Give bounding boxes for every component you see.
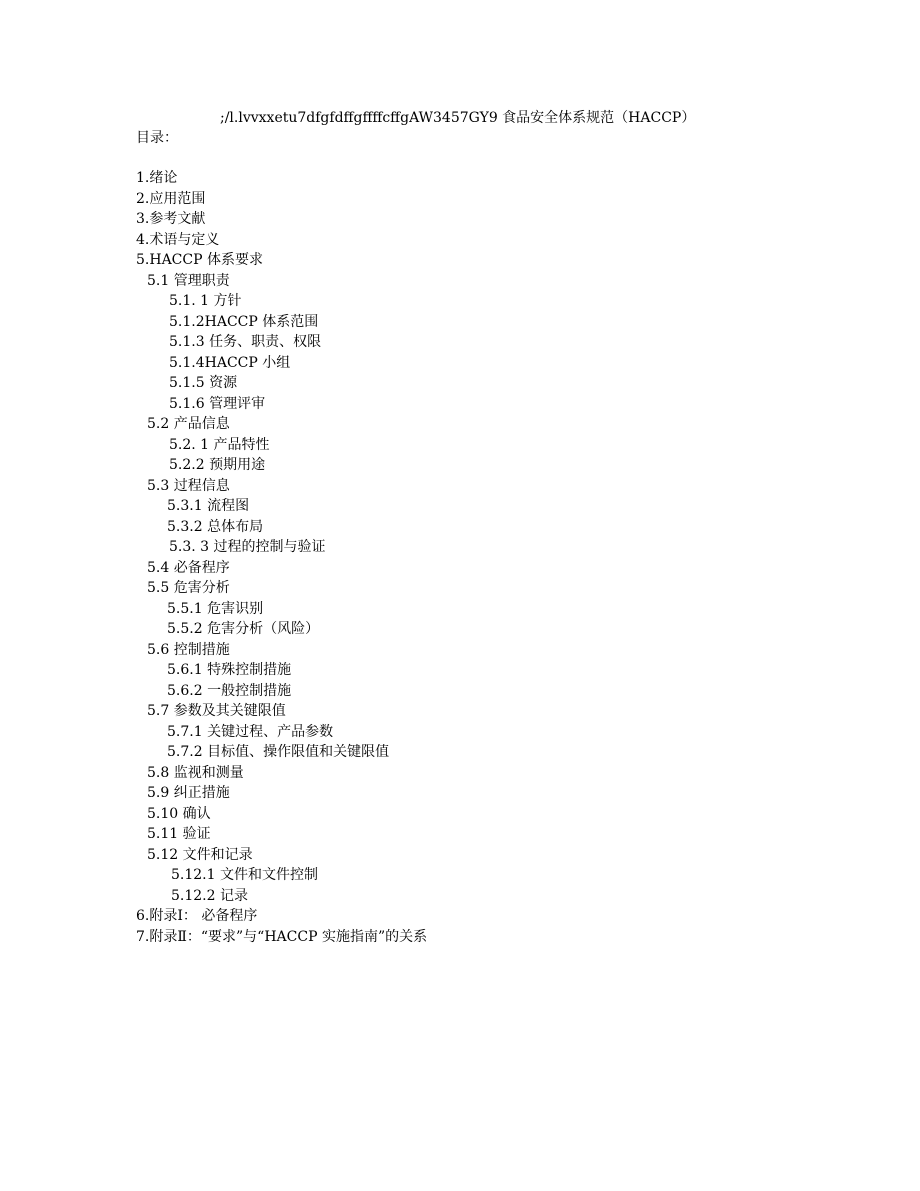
toc-item: 5.3.2 总体布局 [167,518,264,535]
toc-item: 5.1. 1 方针 [169,293,242,309]
toc-item: 5.1.5 资源 [169,375,238,391]
toc-item: 5.1.6 管理评审 [169,395,266,412]
toc-item: 5.12 文件和记录 [147,846,253,863]
toc-item: 4.术语与定义 [136,231,220,248]
toc-item: 5.11 验证 [147,826,211,842]
toc-item: 5.1.4HACCP 小组 [169,354,291,371]
toc-item: 5.10 确认 [147,805,211,822]
toc-item: 5.5.2 危害分析（风险） [167,621,320,637]
table-of-contents [0,168,920,947]
toc-item: 7.附录Ⅱ：“要求”与“HACCP 实施指南”的关系 [136,928,428,945]
toc-item: 5.3. 3 过程的控制与验证 [169,539,326,555]
document-title: ;/l.lvvxxetu7dfgfdffgffffcffgAW3457GY9 食品安全体系规范（HACCP） [220,110,696,126]
toc-item: 5.3.1 流程图 [167,498,250,514]
toc-item: 5.2.2 预期用途 [169,457,266,473]
toc-item: 5.1.3 任务、职责、权限 [169,334,322,350]
toc-item: 5.8 监视和测量 [147,764,244,781]
toc-item: 5.7 参数及其关键限值 [147,703,286,719]
toc-item: 5.7.2 目标值、操作限值和关键限值 [167,744,390,760]
toc-heading: 目录： [136,130,178,146]
toc-item: 5.1 管理职责 [147,272,230,289]
toc-item: 5.5 危害分析 [147,580,230,596]
toc-item: 5.5.1 危害识别 [167,600,264,617]
toc-item: 5.6.2 一般控制措施 [167,682,292,699]
toc-item: 5.2. 1 产品特性 [169,436,270,453]
toc-item: 5.4 必备程序 [147,559,230,576]
toc-item: 5.12.2 记录 [171,887,248,904]
toc-item: 5.7.1 关键过程、产品参数 [167,723,334,740]
toc-item: 5.6.1 特殊控制措施 [167,662,292,678]
toc-item: 3.参考文献 [136,211,206,227]
toc-item: 5.9 纠正措施 [147,785,230,801]
toc-item: 5.6 控制措施 [147,641,230,658]
toc-item: 6.附录Ⅰ： 必备程序 [136,908,258,924]
toc-item: 5.3 过程信息 [147,477,230,494]
toc-item: 5.12.1 文件和文件控制 [171,867,318,883]
toc-item: 1.绪论 [136,170,178,186]
toc-item: 5.1.2HACCP 体系范围 [169,313,319,330]
toc-item: 2.应用范围 [136,190,206,207]
toc-item: 5.HACCP 体系要求 [136,252,263,268]
toc-item: 5.2 产品信息 [147,416,230,432]
